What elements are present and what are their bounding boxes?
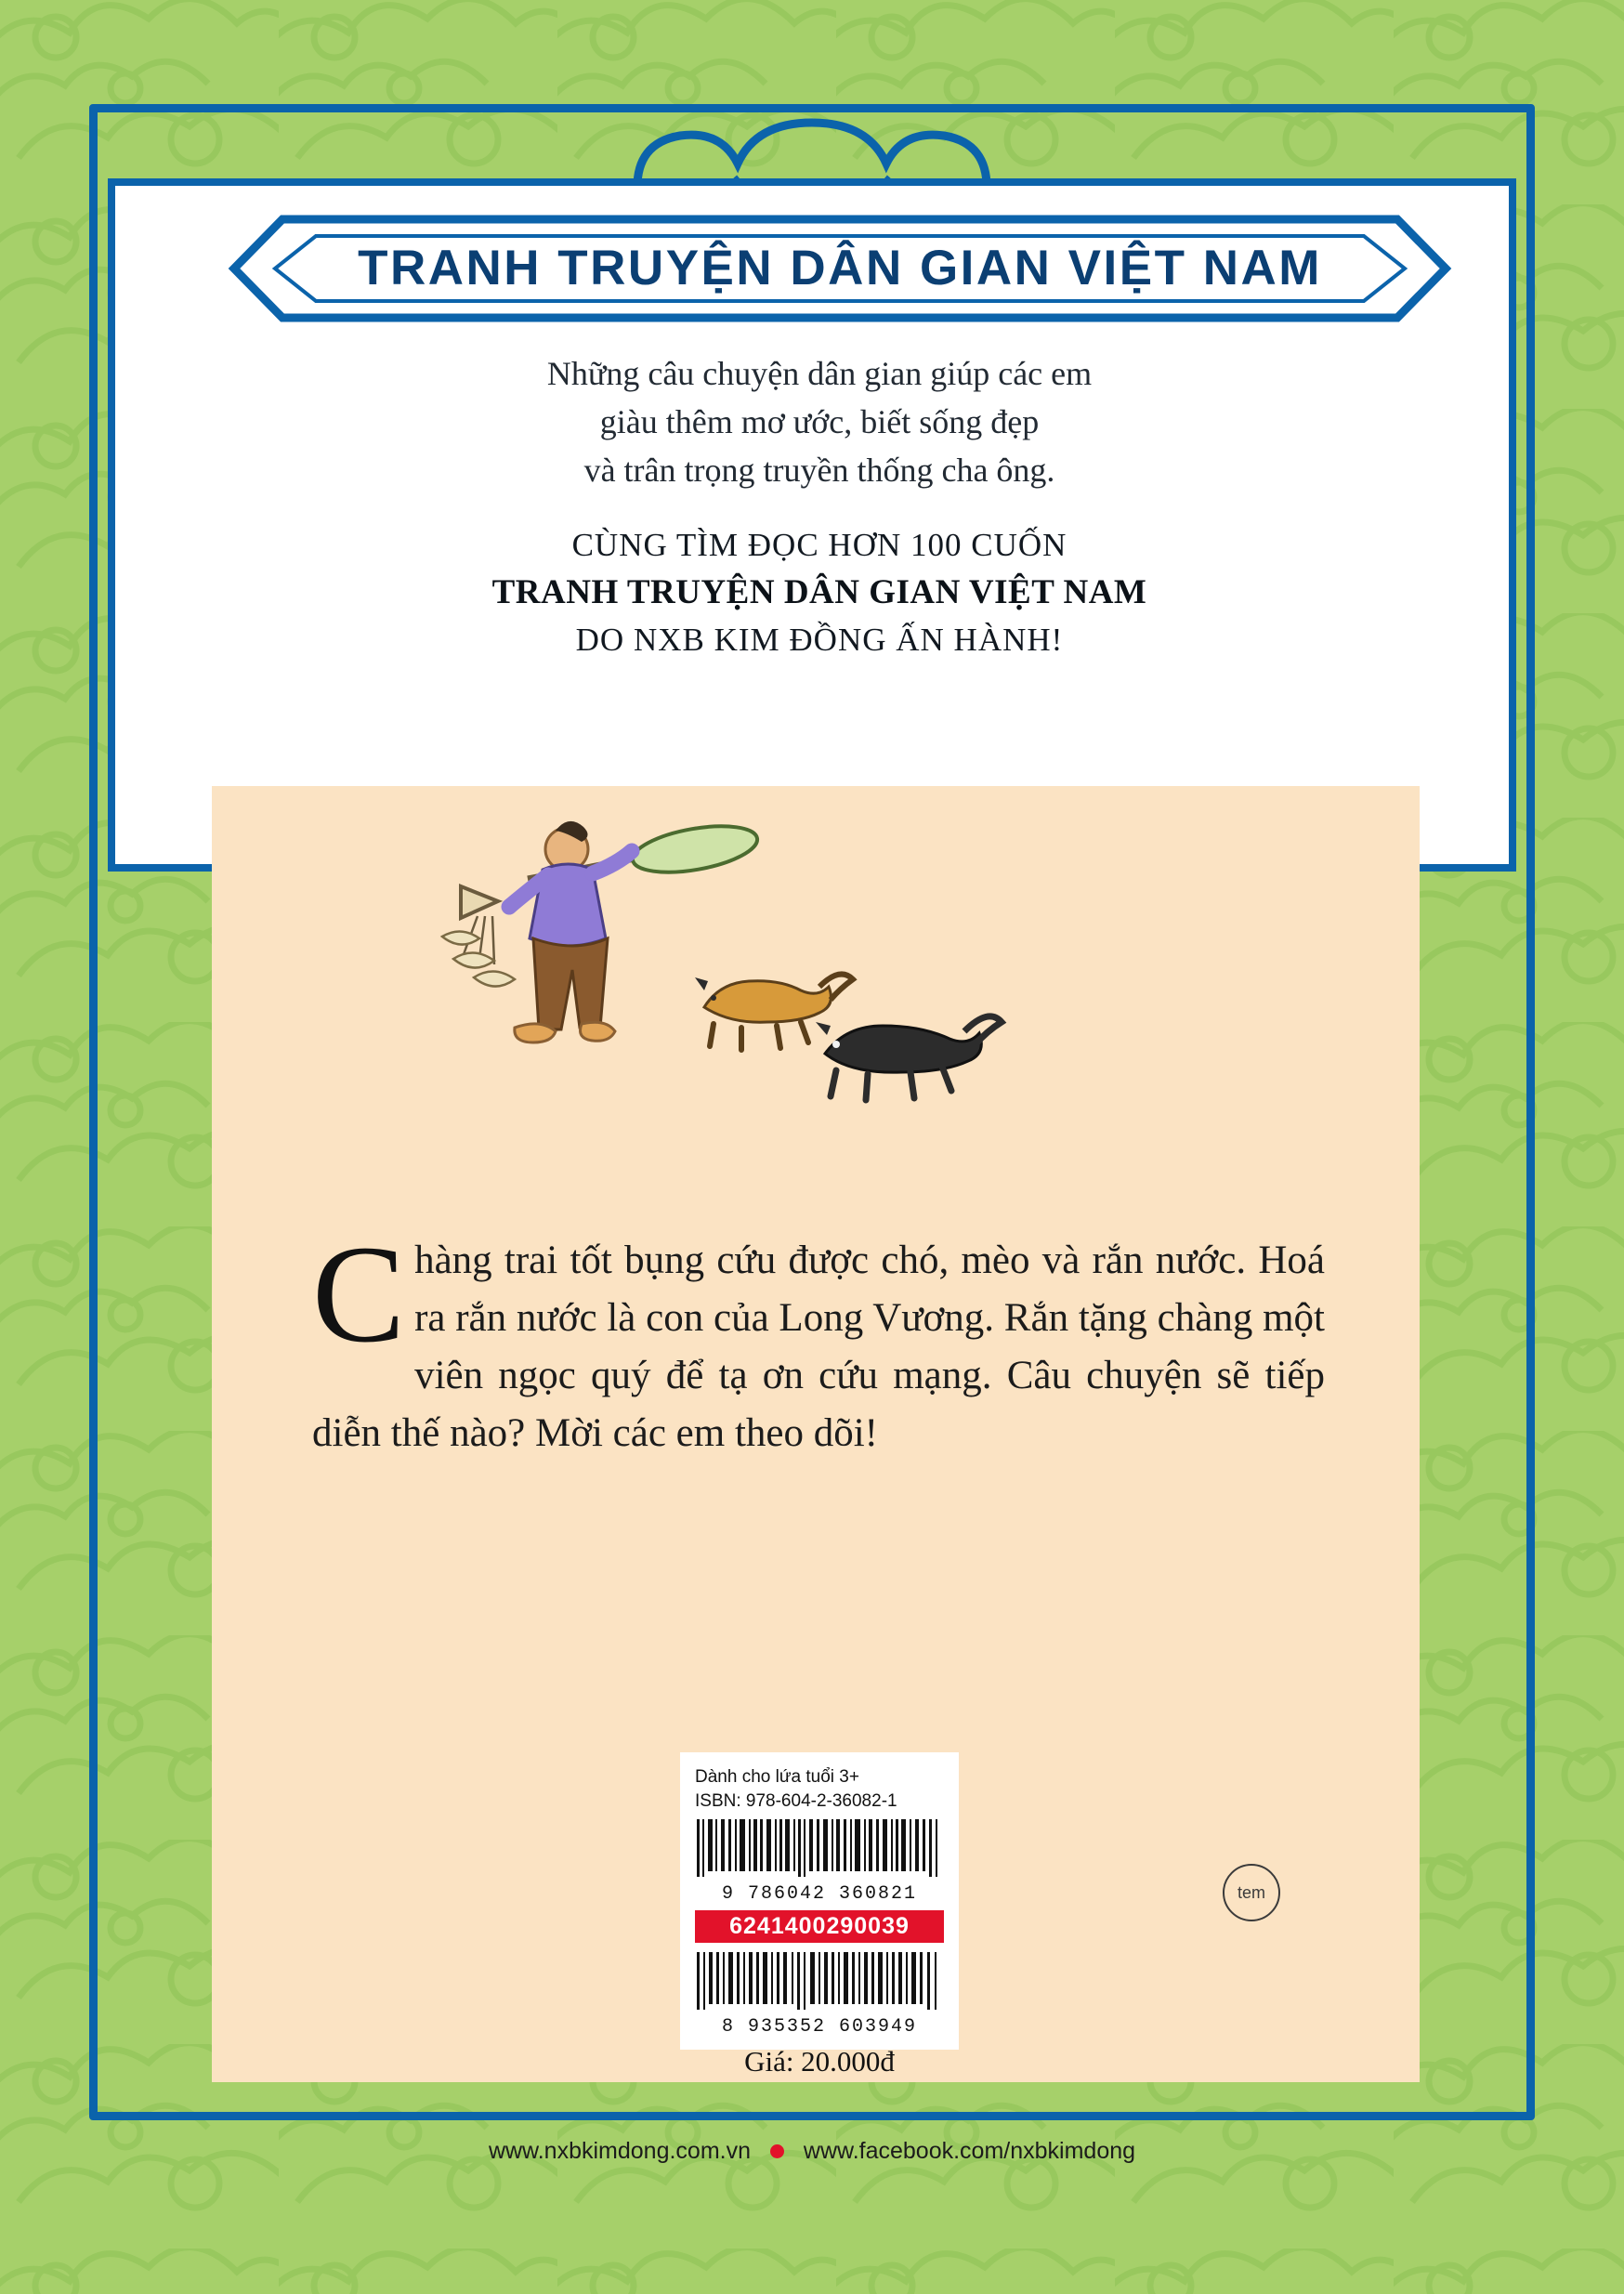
banner-card	[108, 178, 1516, 872]
barcode-block	[680, 1752, 959, 2078]
header-banner	[89, 89, 1535, 795]
content-panel	[212, 786, 1420, 2082]
drop-cap: C	[312, 1217, 406, 1371]
illustration-man-with-cat-and-dog	[426, 805, 1262, 1195]
page-title: TRANH TRUYỆN DÂN GIAN VIỆT NAM	[358, 241, 1322, 295]
banner-cta-line-3: DO NXB KIM ĐỒNG ẤN HÀNH!	[575, 622, 1064, 658]
lower-ean-digits: 8 935352 603949	[721, 2016, 918, 2038]
banner-cta-line-2: TRANH TRUYỆN DÂN GIAN VIỆT NAM	[491, 573, 1147, 611]
title-ribbon	[227, 212, 1453, 325]
website-link[interactable]: www.nxbkimdong.com.vn	[488, 2137, 752, 2164]
footer	[89, 2137, 1535, 2165]
banner-cta-line-1: CÙNG TÌM ĐỌC HƠN 100 CUỐN	[571, 527, 1067, 563]
ean-digits: 9 786042 360821	[721, 1883, 918, 1905]
banner-body	[115, 349, 1524, 663]
age-label: Dành cho lứa tuổi 3+	[695, 1767, 859, 1787]
story-text: hàng trai tốt bụng cứu được chó, mèo và rắn nước. Hoá ra rắn nước là con của Long Vương. Rắn tặng chàng một viên ngọc quý để tạ ơn cứu mạng. Câu chuyện sẽ tiếp diễn thế nào? Mời các em theo dõi!	[312, 1239, 1325, 1455]
banner-line-1: Những câu chuyện dân gian giúp các em	[546, 355, 1093, 392]
separator-dot-icon	[770, 2144, 784, 2158]
stamp-circle: tem	[1223, 1864, 1280, 1921]
barcode-upper	[695, 1819, 944, 1877]
price-label: Giá: 20.000đ	[744, 2045, 895, 2078]
red-code-label: 6241400290039	[695, 1910, 944, 1943]
story-paragraph	[312, 1217, 1325, 1462]
isbn-label: ISBN: 978-604-2-36082-1	[695, 1791, 897, 1811]
barcode-lower	[695, 1952, 944, 2010]
banner-line-3: và trân trọng truyền thống cha ông.	[583, 452, 1055, 489]
banner-line-2: giàu thêm mơ ước, biết sống đẹp	[599, 403, 1040, 440]
facebook-link[interactable]: www.facebook.com/nxbkimdong	[803, 2137, 1136, 2164]
